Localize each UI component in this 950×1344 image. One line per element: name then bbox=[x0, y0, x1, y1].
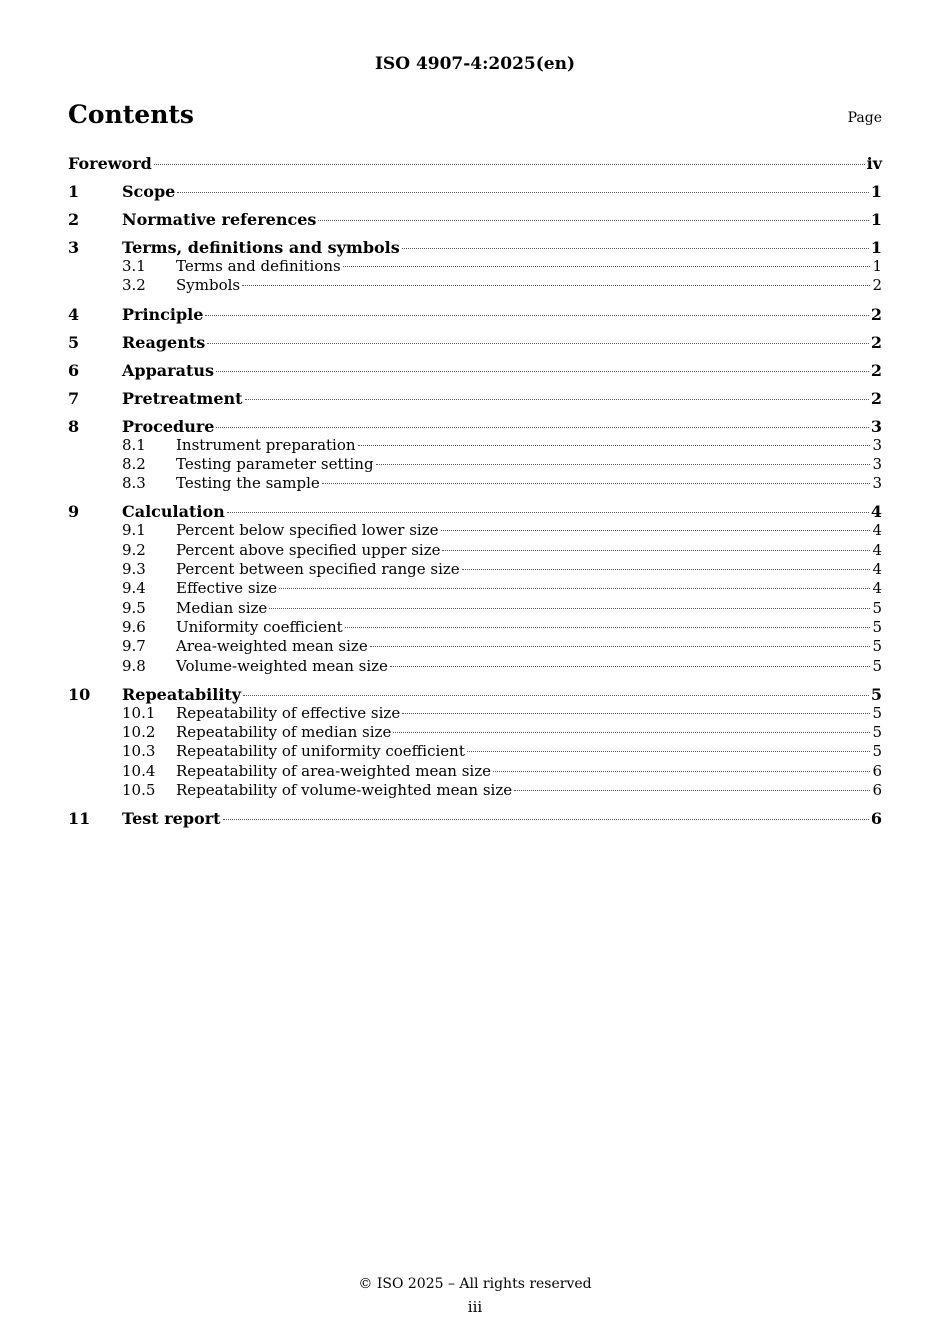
toc-entry-page: 2 bbox=[872, 276, 882, 295]
dot-leader bbox=[227, 512, 869, 513]
toc-entry[interactable] bbox=[68, 154, 882, 173]
dot-leader bbox=[269, 608, 870, 609]
toc-entry-page: 5 bbox=[870, 684, 882, 704]
dot-leader bbox=[223, 819, 869, 820]
toc-entry-page: 5 bbox=[872, 637, 882, 656]
toc-subentry[interactable] bbox=[68, 276, 882, 295]
dot-leader bbox=[390, 666, 871, 667]
toc-entry-title: Reagents bbox=[122, 332, 206, 352]
toc-section bbox=[68, 305, 882, 324]
toc-subentry[interactable] bbox=[68, 541, 882, 560]
toc-entry-title: Effective size bbox=[176, 579, 278, 598]
page-column-label: Page bbox=[847, 110, 882, 126]
dot-leader bbox=[402, 248, 869, 249]
dot-leader bbox=[462, 569, 871, 570]
toc-entry-page: 4 bbox=[872, 540, 882, 559]
toc-section bbox=[68, 182, 882, 201]
toc-entry-title: Percent below specified lower size bbox=[176, 521, 439, 540]
toc-section bbox=[68, 154, 882, 173]
toc-entry-page: 4 bbox=[872, 579, 882, 598]
toc-entry-number: 10.1 bbox=[122, 703, 156, 722]
toc-entry-number: 10.5 bbox=[122, 781, 156, 800]
toc-entry[interactable] bbox=[68, 809, 882, 828]
toc-entry-page: 3 bbox=[872, 454, 882, 473]
dot-leader bbox=[393, 732, 870, 733]
toc-entry-page: 3 bbox=[870, 416, 882, 436]
toc-entry-number: 9.3 bbox=[122, 560, 146, 579]
toc-entry-number: 9.8 bbox=[122, 656, 146, 675]
toc-entry-title: Procedure bbox=[122, 416, 215, 436]
dot-leader bbox=[279, 588, 870, 589]
toc-entry-number: 11 bbox=[68, 809, 91, 829]
toc-entry-number: 7 bbox=[68, 388, 80, 408]
toc-subentry[interactable] bbox=[68, 436, 882, 455]
toc-entry-page: 3 bbox=[872, 474, 882, 493]
toc-entry-page: 1 bbox=[870, 238, 882, 257]
toc-entry-page: 5 bbox=[872, 656, 882, 675]
toc-subentry[interactable] bbox=[68, 742, 882, 761]
toc-entry-page: 5 bbox=[872, 742, 882, 761]
dot-leader bbox=[322, 483, 871, 484]
toc-entry-page: 4 bbox=[870, 502, 882, 522]
dot-leader bbox=[177, 192, 869, 193]
toc-subentry[interactable] bbox=[68, 599, 882, 618]
toc-entry-number: 9.6 bbox=[122, 617, 146, 636]
dot-leader bbox=[216, 427, 868, 428]
toc-entry-number: 9.1 bbox=[122, 521, 146, 540]
toc-entry-title: Foreword bbox=[68, 154, 152, 173]
toc-entry[interactable] bbox=[68, 238, 882, 257]
toc-entry[interactable] bbox=[68, 305, 882, 324]
toc-entry-page: 6 bbox=[872, 761, 882, 780]
toc-entry-page: 4 bbox=[872, 560, 882, 579]
toc-entry-title: Percent between specified range size bbox=[176, 560, 460, 579]
toc-entry-number: 8.2 bbox=[122, 454, 146, 473]
toc-subentry[interactable] bbox=[68, 762, 882, 781]
dot-leader bbox=[245, 399, 869, 400]
toc-entry-page: 5 bbox=[872, 703, 882, 722]
toc-subentry[interactable] bbox=[68, 637, 882, 656]
toc-entry-number: 10.3 bbox=[122, 742, 156, 761]
contents-title: Contents bbox=[68, 100, 195, 129]
toc-section bbox=[68, 333, 882, 352]
toc-entry-title: Repeatability of effective size bbox=[176, 703, 401, 722]
dot-leader bbox=[402, 713, 870, 714]
toc-subentry[interactable] bbox=[68, 781, 882, 800]
toc-subentry[interactable] bbox=[68, 474, 882, 493]
dot-leader bbox=[154, 164, 865, 165]
page-number: iii bbox=[467, 1298, 483, 1316]
toc-entry-page: 5 bbox=[872, 723, 882, 742]
dot-leader bbox=[514, 790, 870, 791]
toc-entry-number: 8.1 bbox=[122, 435, 146, 454]
dot-leader bbox=[370, 646, 871, 647]
dot-leader bbox=[318, 220, 868, 221]
toc-entry-title: Calculation bbox=[122, 502, 225, 522]
dot-leader bbox=[441, 530, 871, 531]
toc-entry-title: Area-weighted mean size bbox=[176, 637, 368, 656]
dot-leader bbox=[207, 343, 869, 344]
toc-entry-number: 3 bbox=[68, 238, 80, 257]
toc-entry-page: 1 bbox=[870, 210, 882, 229]
toc-entry-page: 5 bbox=[872, 617, 882, 636]
dot-leader bbox=[376, 464, 871, 465]
toc-entry-number: 6 bbox=[68, 360, 80, 380]
toc-entry-number: 8 bbox=[68, 416, 80, 436]
toc-entry-page: 2 bbox=[870, 388, 882, 408]
toc-section bbox=[68, 389, 882, 408]
toc-entry-title: Volume-weighted mean size bbox=[176, 656, 388, 675]
toc-entry-title: Testing parameter setting bbox=[176, 454, 374, 473]
toc-entry-number: 1 bbox=[68, 182, 80, 201]
dot-leader bbox=[205, 315, 868, 316]
toc-subentry[interactable] bbox=[68, 579, 882, 598]
toc-subentry[interactable] bbox=[68, 560, 882, 579]
toc-section bbox=[68, 502, 882, 675]
toc-entry[interactable] bbox=[68, 361, 882, 380]
dot-leader bbox=[358, 445, 871, 446]
toc-entry-title: Instrument preparation bbox=[176, 435, 356, 454]
toc-entry-number: 10 bbox=[68, 684, 91, 704]
toc-entry[interactable] bbox=[68, 182, 882, 201]
toc-entry-title: Repeatability of area-weighted mean size bbox=[176, 761, 491, 780]
toc-entry-title: Test report bbox=[122, 809, 221, 829]
toc-section bbox=[68, 417, 882, 494]
document-id-header: ISO 4907-4:2025(en) bbox=[374, 54, 575, 74]
toc-entry-page: 5 bbox=[872, 598, 882, 617]
toc-entry-number: 9.7 bbox=[122, 637, 146, 656]
toc-entry-title: Symbols bbox=[176, 276, 241, 295]
toc-entry-title: Pretreatment bbox=[122, 388, 243, 408]
dot-leader bbox=[343, 266, 871, 267]
toc-entry-title: Apparatus bbox=[122, 360, 214, 380]
toc-subentry[interactable] bbox=[68, 257, 882, 276]
toc-entry-number: 5 bbox=[68, 332, 80, 352]
toc-entry[interactable] bbox=[68, 210, 882, 229]
toc-entry-number: 9.2 bbox=[122, 540, 146, 559]
toc-entry-title: Repeatability of median size bbox=[176, 723, 392, 742]
toc-entry-page: 3 bbox=[872, 435, 882, 454]
dot-leader bbox=[345, 627, 871, 628]
toc-entry-page: 2 bbox=[870, 332, 882, 352]
toc-entry-title: Percent above specified upper size bbox=[176, 540, 441, 559]
toc-entry-title: Uniformity coefficient bbox=[176, 617, 343, 636]
toc-entry[interactable] bbox=[68, 685, 882, 704]
toc-subentry[interactable] bbox=[68, 657, 882, 676]
toc-entry-page: iv bbox=[866, 154, 882, 173]
toc-subentry[interactable] bbox=[68, 455, 882, 474]
toc-entry-title: Testing the sample bbox=[176, 474, 320, 493]
toc-entry-number: 10.4 bbox=[122, 761, 156, 780]
toc-entry[interactable] bbox=[68, 417, 882, 436]
toc-entry-title: Repeatability of volume-weighted mean size bbox=[176, 781, 513, 800]
toc-subentry[interactable] bbox=[68, 723, 882, 742]
dot-leader bbox=[216, 371, 869, 372]
dot-leader bbox=[242, 285, 870, 286]
toc-entry[interactable] bbox=[68, 333, 882, 352]
toc-entry-page: 6 bbox=[870, 809, 882, 829]
toc-entry-page: 4 bbox=[872, 521, 882, 540]
toc-entry-title: Terms, definitions and symbols bbox=[122, 238, 400, 257]
toc-entry-number: 9.5 bbox=[122, 598, 146, 617]
toc-entry-page: 2 bbox=[870, 360, 882, 380]
toc-section bbox=[68, 238, 882, 296]
toc-entry-page: 1 bbox=[872, 257, 882, 275]
toc-entry[interactable] bbox=[68, 389, 882, 408]
toc-entry-number: 8.3 bbox=[122, 474, 146, 493]
toc-subentry[interactable] bbox=[68, 704, 882, 723]
toc-entry-number: 3.2 bbox=[122, 276, 146, 295]
toc-entry-number: 9.4 bbox=[122, 579, 146, 598]
toc-entry-number: 4 bbox=[68, 304, 80, 324]
toc-entry-title: Principle bbox=[122, 304, 204, 324]
toc-entry-title: Normative references bbox=[122, 210, 317, 229]
dot-leader bbox=[243, 695, 869, 696]
toc-entry-title: Repeatability of uniformity coefficient bbox=[176, 742, 465, 761]
toc-section bbox=[68, 685, 882, 800]
table-of-contents bbox=[68, 154, 882, 837]
copyright-footer: © ISO 2025 – All rights reserved bbox=[358, 1276, 592, 1292]
dot-leader bbox=[442, 550, 870, 551]
toc-section bbox=[68, 361, 882, 380]
toc-entry-title: Median size bbox=[176, 598, 268, 617]
toc-entry-number: 10.2 bbox=[122, 723, 156, 742]
toc-entry-page: 6 bbox=[872, 781, 882, 800]
dot-leader bbox=[493, 771, 870, 772]
toc-subentry[interactable] bbox=[68, 521, 882, 540]
toc-entry-title: Scope bbox=[122, 182, 176, 201]
toc-subentry[interactable] bbox=[68, 618, 882, 637]
toc-entry-page: 2 bbox=[870, 304, 882, 324]
dot-leader bbox=[467, 751, 871, 752]
toc-entry-page: 1 bbox=[870, 182, 882, 201]
toc-entry[interactable] bbox=[68, 502, 882, 521]
toc-section bbox=[68, 809, 882, 828]
toc-entry-number: 9 bbox=[68, 502, 80, 522]
toc-entry-title: Repeatability bbox=[122, 684, 242, 704]
toc-entry-title: Terms and definitions bbox=[176, 257, 341, 275]
toc-entry-number: 2 bbox=[68, 210, 80, 229]
toc-section bbox=[68, 210, 882, 229]
toc-entry-number: 3.1 bbox=[122, 257, 146, 275]
